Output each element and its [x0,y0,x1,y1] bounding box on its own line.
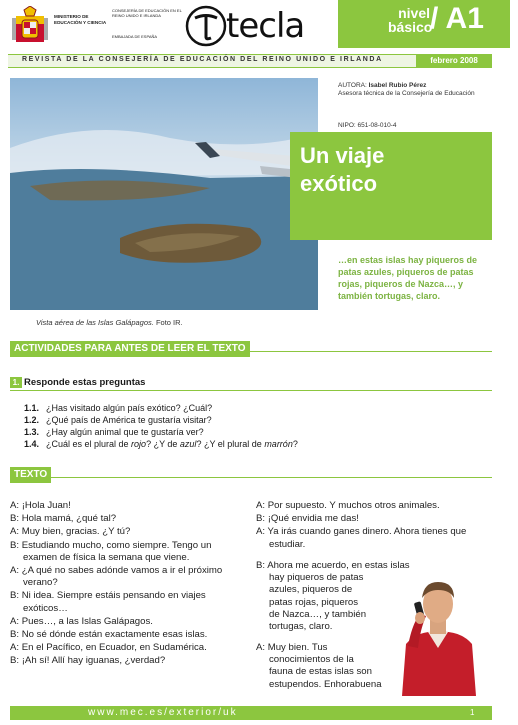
dialogue-line: B: ¡Qué envidia me das! [256,513,359,525]
photo-caption-text: Vista aérea de las Islas Galápagos. [36,318,154,327]
dialogue-line: B: Estudiando mucho, como siempre. Tengo un examen de física la semana que viene. [10,539,212,563]
question-text: ? [292,439,298,449]
question-word: rojo [131,439,147,449]
question-title: Responde estas preguntas [24,377,146,388]
article-title [300,142,480,198]
question-text: ¿Qué país de América te gustaría visitar? [46,415,212,425]
dialogue-line: de Nazca…, y también [269,608,367,620]
dialogue-line: B: ¡Ah sí! Allí hay iguanas, ¿verdad? [10,655,166,667]
dialogue-line: hay piqueros de patas [269,572,364,584]
nipo-code: NIPO: 651-08-010-4 [338,122,397,129]
question-text: ? ¿Y el plural de [196,439,265,449]
author-role: Asesora técnica de la Consejería de Educación [338,90,475,97]
question-num: 1.4. [24,439,40,449]
article-title-line1: Un viaje [300,143,385,168]
embajada-name: EMBAJADA DE ESPAÑA [112,34,158,39]
question-heading [10,377,145,388]
list-item [24,438,298,450]
question-list [24,402,298,450]
text-section-divider [10,477,492,478]
question-text: ¿Has visitado algún país exótico? ¿Cuál? [46,403,213,413]
dialogue-right-wrap-1 [256,560,410,633]
pre-reading-divider [10,351,492,352]
dialogue-line: A: Muy bien, gracias. ¿Y tú? [10,526,131,538]
list-item [24,426,298,438]
dialogue-line: conocimientos de la [269,654,354,666]
dialogue-line: A: Muy bien. Tus [256,642,328,653]
dialogue-line: B: Ni idea. Siempre estáis pensando en viajes exóticos… [10,590,206,614]
photo-caption [36,318,183,327]
footer-bar [10,706,492,720]
dialogue-line: A: Pues…, a las Islas Galápagos. [10,615,153,627]
tecla-logo-word: tecla [226,6,305,46]
footer-url-link[interactable]: www.mec.es/exterior/uk [88,707,238,718]
dialogue-line: A: Por supuesto. Y muchos otros animales. [256,500,440,511]
dialogue-right-column [256,500,496,552]
question-divider [10,390,492,391]
dialogue-line: azules, piqueros de [269,584,353,596]
author-name: Isabel Rubio Pérez [368,82,427,89]
question-word: marrón [264,439,293,449]
aerial-photo-galapagos [10,78,318,310]
question-num: 1.2. [24,415,40,425]
man-on-phone-illustration [398,574,478,696]
question-num: 1.3. [24,427,40,437]
dialogue-right-wrap-2 [256,642,406,691]
dialogue-line: fauna de estas islas son [269,666,372,678]
question-text: ? ¿Y de [146,439,180,449]
level-value: / A1 [430,2,484,35]
text-section-label: TEXTO [10,467,51,483]
level-label-line2: básico [388,19,433,35]
dialogue-left-column [10,500,246,669]
dialogue-line: B: No sé dónde están exactamente esas islas. [10,629,208,641]
question-number: 1. [10,377,22,388]
question-word: azul [179,439,197,449]
dialogue-line: B: Hola mamá, ¿qué tal? [10,513,117,525]
dialogue-line: B: Ahora me acuerdo, en estas islas [256,560,410,571]
level-label-line1: nivel [398,5,430,21]
text-section-header [10,464,492,480]
dialogue-line: A: En el Pacífico, en Ecuador, en Sudamérica. [10,642,207,654]
pre-reading-section-header [10,338,492,354]
list-item [24,402,298,414]
magazine-subtitle: REVISTA DE LA CONSEJERÍA DE EDUCACIÓN DEL REINO UNIDO E IRLANDA [22,56,383,63]
dialogue-line: A: ¿A qué no sabes adónde vamos a ir el próximo verano? [10,565,223,589]
question-text: ¿Hay algún animal que te gustaría ver? [46,427,204,437]
article-teaser: …en estas islas hay piqueros de patas azules, piqueros de patas rojas, piqueros de Nazca…, y también tortugas, claro. [338,255,478,301]
author-block [338,82,475,98]
photo-caption-credit: Foto IR. [153,318,183,327]
question-num: 1.1. [24,403,40,413]
article-title-line2: exótico [300,171,378,196]
level-label [388,5,433,35]
pre-reading-section-label: ACTIVIDADES PARA ANTES DE LEER EL TEXTO [10,341,250,357]
question-text: ¿Cuál es el plural de [46,439,132,449]
author-label: AUTORA: [338,82,367,89]
ministry-name: MINISTERIO DE EDUCACIÓN Y CIENCIA [54,14,107,25]
consejeria-name: CONSEJERÍA DE EDUCACIÓN EN EL REINO UNIDO E IRLANDA [112,8,182,18]
page-number: 1 [470,708,475,717]
dialogue-line: estupendos. Enhorabuena [269,678,382,690]
dialogue-line: A: Ya irás cuando ganes dinero. Ahora tienes que estudiar. [256,526,467,550]
list-item [24,414,298,426]
dialogue-line: tortugas, claro. [269,621,333,633]
dialogue-line: A: ¡Hola Juan! [10,500,71,511]
spain-coat-of-arms-logo [10,6,50,44]
issue-date: febrero 2008 [416,55,492,67]
dialogue-line: patas rojas, piqueros [269,596,359,608]
